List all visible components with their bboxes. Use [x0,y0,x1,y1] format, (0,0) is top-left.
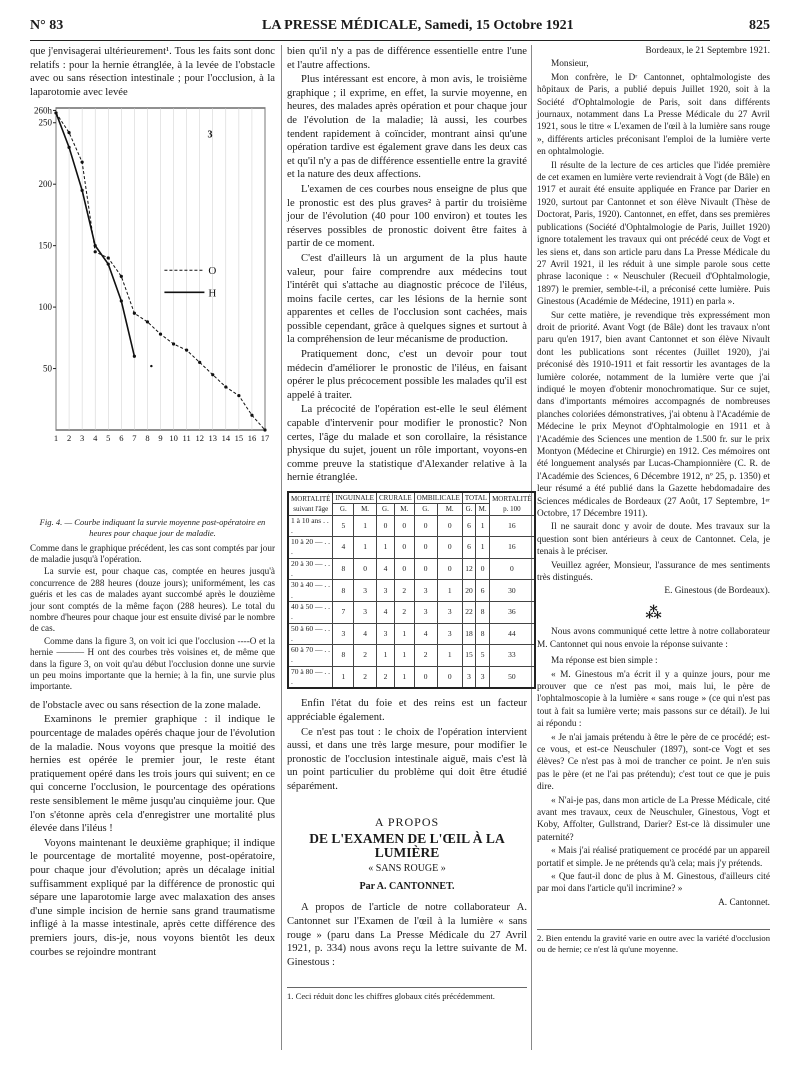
paragraph: « Que faut-il donc de plus à M. Ginestous, d'ailleurs cité par moi dans l'article qu'il incrimine? » [537,872,770,895]
article-subtitle: « SANS ROUGE » [368,863,446,875]
table-row [288,537,535,559]
figure-note: Comme dans la figure 3, on voit ici que l'occlusion ----O et la hernie ——— H ont des courbes très voisines et, de même que dans la figure 3, on voit qu'au début l'occlusion donne une survie un peu moins importante que la hernie; à la fin, une survie plus importante. [30,635,275,692]
paragraph: bien qu'il n'y a pas de différence essentielle entre l'une et l'autre affections. [287,46,527,71]
figure-note: La survie est, pour chaque cas, comptée en heures jusqu'à concurrence de 288 heures (douze jours); uniformément, les cas guéris et les cas de malades ayant succombé après le douzième jour sont comptés de la même façon (288 heures). Le total du nombre d'heures pour chaque jour est ensuite divisé par le nombre de cas. [30,566,275,634]
mortality-percent-cell: 16 [490,537,535,559]
table-cell: 1 [437,580,462,602]
header-rule [30,40,770,41]
paragraph: Pratiquement donc, c'est un devoir pour tout médecin d'améliorer le pronostic de l'iléus, en faisant opérer le plus précocement possible les malades qu'il est appelé à traiter. [287,349,527,401]
mortality-percent-cell: 0 [490,558,535,580]
table-row [288,666,535,688]
table-cell: 4 [354,623,377,645]
table-cell: 1 [354,515,377,537]
table-cell: 8 [333,645,354,667]
table-header: OMBILICALE [414,492,462,504]
table-header-row [288,492,535,504]
data-point [159,333,162,336]
legend-label-h: H [208,287,217,300]
header-label: MORTALITÉ [291,494,331,503]
data-point [120,300,123,303]
data-point [133,312,136,315]
table-row [288,558,535,580]
paragraph: Sur cette matière, je revendique très expressément mon droit de priorité. Avant Vogt (de Bâle) dont les travaux n'ont paru qu'en 1917, bien avant Cantonnet et son élève Nivault dont les publications sont récentes (Juillet 1920), j'ai préconisé dès 1910-1911 et fait ressortir les avantages de la lumière colorée, notamment de la lumière verte que j'ai indiqué le moyen d'obtenir monochromatique. Sur ce sujet, dans d'importants mémoires accompagnés de nombreuses planches coloriées démonstratives, j'ai obtenu à l'Académie de Médecine le prix Meynot d'Ophtalmologie en 1911 et à l'Académie des Sciences une mention de 1.500 fr. sur le prix Montyon (Médecine et Chirurgie) en 1912. Ces mémoires ont été longuement analysés par Lucas-Championnière (C. R. de l'Académie des Sciences, 6 Décembre 1912, nº 25, p. 1350) et leur résumé a été publié dans la Gazette hebdomadaire des Sciences médicales de Bordeaux (27 Août, 17 Septembre, 1ᵉʳ Octobre, 17 Décembre 1911). [537,310,770,520]
data-point [107,257,110,260]
x-tick-label: 6 [119,433,124,444]
mortality-percent-cell: 30 [490,580,535,602]
mortality-percent-cell: 36 [490,601,535,623]
data-point [211,373,214,376]
data-point [146,321,149,324]
table-cell: 5 [333,515,354,537]
x-tick-label: 11 [182,433,191,444]
mortality-percent-cell: 44 [490,623,535,645]
paragraph: Nous avons communiqué cette lettre à notre collaborateur M. Cantonnet qui nous envoie la réponse suivante : [537,627,770,650]
table-cell: 3 [333,623,354,645]
article-heading [287,816,527,894]
table-cell: 2 [394,601,414,623]
column-2 [287,45,532,1003]
table-row [288,601,535,623]
table-cell: 8 [333,558,354,580]
table-cell: 3 [376,580,394,602]
table-cell: 0 [394,537,414,559]
data-point [150,365,152,367]
x-tick-label: 17 [260,433,270,444]
y-tick-label: 260h [34,105,52,116]
table-body [288,515,535,688]
y-tick-label: 200 [38,179,52,190]
x-tick-label: 5 [106,433,111,444]
page-header [30,18,770,38]
figure-caption: Fig. 4. — Courbe indiquant la survie moyenne post-opératoire en heures pour chaque jour de maladie. [39,517,266,538]
paragraph: Veuillez agréer, Monsieur, l'assurance de mes sentiments très distingués. [537,560,770,584]
table-cell: 1 [394,623,414,645]
paragraph: A propos de l'article de notre collaborateur A. Cantonnet sur l'Examen de l'œil à la lumière « sans rouge » (paru dans La Presse Médicale du 27 Avril 1921, p. 334) nous avons reçu la lettre suivante de M. Ginestous : [287,902,527,968]
y-tick-label: 100 [38,302,52,313]
x-tick-label: 16 [247,433,257,444]
table-cell: 5 [476,645,490,667]
table-cell: 7 [333,601,354,623]
table-cell: 0 [414,558,437,580]
table-cell: 6 [462,515,475,537]
table-cell: 0 [354,558,377,580]
table-row [288,580,535,602]
table-cell: 0 [376,515,394,537]
x-tick-label: 7 [132,433,137,444]
x-tick-label: 1 [53,433,59,444]
table-cell: 2 [414,645,437,667]
subheader-m: M. [437,504,462,515]
data-point [67,131,70,134]
table-cell: 4 [414,623,437,645]
table-cell: 6 [462,537,475,559]
paragraph: L'examen de ces courbes nous enseigne de plus que le pronostic est des plus graves² à partir du troisième jour de l'évolution (40 pour 100 environ) et toutes les réserves possibles de pronostic doivent être faites à partir de ce moment. [287,183,527,250]
age-range-cell: 50 à 60 — . . . [288,623,333,645]
age-range-cell: 1 à 10 ans . . . [288,515,333,537]
age-range-cell: 60 à 70 — . . . [288,645,333,667]
paragraph: Il résulte de la lecture de ces articles que l'idée première de cet examen en lumière verte reviendrait à Vogt (de Bâle) en 1917 et aurait été ensuite appliquée en France par Darier en 1920, surtout par Cantonnet et son élève Nivault (Thèse de Doctorat, Paris, 1920). Cantonnet, en effet, dans ses premières publications (Société d'Ophtalmologie de Paris, Juillet 1920) ignore totalement les travaux qui ont précédé ceux de Vogt et les siens et, dans son article paru dans La Presse Médicale du 27 Avril 1921, il les réduit à une simple parole sous cette phrase laconique : « Neuschuler (Recueil d'Ophtalmologie, 1897) le premier, semble-t-il, a préconisé cette lumière. Puis Ginestous (Académie de Médecine, 1911) en parla ». [537,160,770,308]
data-point [81,189,84,192]
data-point [237,394,240,397]
journal-title: LA PRESSE MÉDICALE, Samedi, 15 Octobre 1921 [262,18,574,33]
table-cell: 0 [437,666,462,688]
table-cell: 3 [414,580,437,602]
column-1 [30,45,275,960]
mortality-percent-cell: 33 [490,645,535,667]
letter-signature: E. Ginestous (de Bordeaux). [664,586,770,597]
data-point [172,343,175,346]
section-stars: ⁂ [645,604,662,622]
age-range-cell: 30 à 40 — . . . [288,580,333,602]
letter-salutation: Monsieur, [551,59,589,70]
table-cell: 1 [333,666,354,688]
paragraph: Ma réponse est bien simple : [551,656,658,667]
table-cell: 1 [437,645,462,667]
table-cell: 0 [394,515,414,537]
table-cell: 8 [333,580,354,602]
table-cell: 1 [476,515,490,537]
table-cell: 12 [462,558,475,580]
age-range-cell: 20 à 30 — . . . [288,558,333,580]
table-row [288,645,535,667]
legend-label-o: O [208,265,217,278]
data-point [54,112,57,115]
article-title: DE L'EXAMEN DE L'ŒIL À LA LUMIÈRE [309,831,505,860]
data-point [250,414,253,417]
table-row [288,515,535,537]
x-tick-label: 15 [234,433,244,444]
table-cell: 0 [414,537,437,559]
figure-4-chart [30,100,275,515]
data-point [263,429,266,432]
table-cell: 1 [394,645,414,667]
data-point [198,361,201,364]
x-tick-label: 8 [145,433,150,444]
letter-dateline: Bordeaux, le 21 Septembre 1921. [645,46,770,56]
table-header [288,492,333,515]
paragraph: de l'obstacle avec ou sans résection de la zone malade. [30,699,261,711]
paragraph: Il ne saurait donc y avoir de doute. Mes travaux sur la question sont bien antérieurs à ceux de Cantonnet. Cela, je tenais à le préciser. [537,522,770,558]
subheader-m: M. [354,504,377,515]
mortality-table [287,491,536,689]
data-point [133,355,136,358]
column-3 [537,45,770,955]
subheader-m: M. [476,504,490,515]
table-row [288,623,535,645]
table-header: TOTAL [462,492,489,504]
table-cell: 4 [376,558,394,580]
table-cell: 6 [476,580,490,602]
data-point [185,349,188,352]
table-cell: 1 [376,537,394,559]
reply-signature: A. Cantonnet. [718,897,770,908]
paragraph: « N'ai-je pas, dans mon article de La Presse Médicale, cité avant mes travaux, ceux de Neuschuler, Ginestous, Vogt et Koby, Affolter, Gullstrand, Darier? Est-ce là dissimuler une paternité? [537,795,770,843]
table-cell: 2 [354,645,377,667]
subheader-m: M. [394,504,414,515]
x-tick-label: 10 [169,433,178,444]
page-number: 825 [749,18,770,33]
age-range-cell: 10 à 20 — . . . [288,537,333,559]
table-cell: 2 [394,580,414,602]
data-point [94,251,97,254]
footnote: 2. Bien entendu la gravité varie en outre avec la variété d'occlusion ou de hernie; ce n'est là qu'une moyenne. [537,929,770,954]
chart-annotation: 3 [207,129,213,141]
x-tick-label: 3 [80,433,85,444]
x-tick-label: 12 [195,433,204,444]
table-header: CRURALE [376,492,414,504]
table-cell: 22 [462,601,475,623]
table-cell: 0 [437,558,462,580]
y-tick-label: 250 [38,118,52,129]
table-cell: 3 [414,601,437,623]
x-tick-label: 2 [66,433,72,444]
table-cell: 3 [437,601,462,623]
paragraph: Enfin l'état du foie et des reins est un facteur appréciable également. [287,698,527,723]
table-cell: 15 [462,645,475,667]
article-byline: Par A. CANTONNET. [359,880,455,892]
paragraph: Ce n'est pas tout : le choix de l'opération intervient aussi, et dans une très large mesure, pour modifier le pronostic de l'occlusion intestinale aiguë, mais c'est là un point particulier du problème qui doit être étudié séparément. [287,726,527,792]
paragraph: « Je n'ai jamais prétendu à être le père de ce procédé; est-ce vous, et est-ce Neuschuler (1897), sont-ce Vogt et ses élèves? Ce n'est pas à moi de trancher ce point. Je n'en suis pas le père (et ne l'ai pas prétendu); c'est tout ce que je puis dire. [537,732,770,793]
subheader-g: G. [376,504,394,515]
y-tick-label: 50 [43,363,52,374]
table-cell: 20 [462,580,475,602]
data-point [120,275,123,278]
table-cell: 1 [476,537,490,559]
table-cell: 0 [437,537,462,559]
table-cell: 0 [437,515,462,537]
paragraph: La précocité de l'opération est-elle le seul élément capable d'intervenir pour modifier le pronostic? Non certes, l'âge du malade et son corollaire, la résistance physique du sujet, jouent un rôle important, voyons-en comme preuve la statistique d'Alexander relative à la hernie étranglée. [287,404,527,484]
y-tick-label: 150 [38,241,52,252]
table-cell: 2 [376,666,394,688]
header-label: suivant l'âge [293,504,329,513]
paragraph: Mon confrère, le Dʳ Cantonnet, ophtalmologiste des hôpitaux de Paris, a publié depuis Juillet 1920, soit à la Société d'Ophtalmologie de Paris, soit dans différents journaux, notamment dans La Presse Médicale du 27 Avril 1921, sous le titre « L'examen de l'œil à la lumière sans rouge », différents articles préconisant l'emploi de la lumière verte en ophtalmologie. [537,72,770,158]
heading-kicker: A PROPOS [374,814,440,829]
age-range-cell: 40 à 50 — . . . [288,601,333,623]
paragraph: que j'envisagerai ultérieurement¹. Tous les faits sont donc relatifs : pour la hernie étranglée, à la levée de l'obstacle avec ou sans résection intestinale ; pour l'occlusion, à la laparotomie avec levée [30,46,275,98]
data-point [67,146,70,149]
table-cell: 8 [476,601,490,623]
table-cell: 2 [354,666,377,688]
table-cell: 3 [476,666,490,688]
age-range-cell: 70 à 80 — . . . [288,666,333,688]
table-cell: 3 [376,623,394,645]
header-label: MORTALITÉ [492,494,532,503]
mortality-percent-cell: 16 [490,515,535,537]
paragraph: « M. Ginestous m'a écrit il y a quinze jours, pour me prouver que ce n'est pas moi, mais lui, le père de l'ophtalmoscopie à la lumière « sans rouge » (ce qui n'est pas tout à fait sa lumière verte; mais passons sur ce détail). Je lui ai répondu : [537,669,770,730]
issue-number: N° 83 [30,18,64,33]
table-cell: 4 [333,537,354,559]
mortality-percent-cell: 50 [490,666,535,688]
table-cell: 8 [476,623,490,645]
data-point [224,386,227,389]
paragraph: Voyons maintenant le deuxième graphique; il indique le pourcentage de mortalité moyenne, post-opératoire, pour chaque jour d'évolution; après un décalage initial suffisamment expliqué par la différence de pronostic qui sépare une laparotomie large avec malaxation des anses d'une simple incision de hernie sans grand traumatisme infligé à la masse intestinale, après cette différence des premiers jours, dis-je, nous voyons bientôt les deux courbes se rejoindre montrant [30,837,275,958]
table-header [490,492,535,515]
x-tick-label: 9 [158,433,163,444]
table-cell: 3 [354,601,377,623]
x-tick-label: 13 [208,433,217,444]
table-header: INGUINALE [333,492,377,504]
footnote: 1. Ceci réduit donc les chiffres globaux cités précédemment. [287,987,527,1002]
table-cell: 18 [462,623,475,645]
table-cell: 1 [376,645,394,667]
paragraph: C'est d'ailleurs là un argument de la plus haute valeur, pour faire comprendre aux médecins tout l'intérêt qui s'attache au diagnostic précoce de l'iléus, moins facile certes, car les lésions de la hernie sont apparentes et celles de l'occlusion sont cachées, mais possible cependant, grâce à quelques signes et surtout à la compréhension de leur mécanisme de production. [287,252,527,346]
table-cell: 0 [414,666,437,688]
subheader-g: G. [333,504,354,515]
data-point [107,263,110,266]
table-cell: 3 [462,666,475,688]
x-tick-label: 14 [221,433,231,444]
header-label: p. 100 [503,504,521,513]
table-cell: 3 [354,580,377,602]
table-cell: 1 [394,666,414,688]
subheader-g: G. [462,504,475,515]
table-cell: 3 [437,623,462,645]
survival-chart-svg [30,100,275,445]
paragraph: Plus intéressant est encore, à mon avis, le troisième graphique ; il exprime, en effet, la survie moyenne, en heures, des malades après opération et pour chaque jour de l'évolution de la maladie; là aussi, les courbes tendent rapidement à coïncider, montrant ainsi qu'une opération tardive est également grave dans les deux cas et qu'il n'y a pas de différence essentielle entre la gravité et la nature des deux affections. [287,74,527,181]
x-tick-label: 4 [93,433,98,444]
paragraph: « Mais j'ai réalisé pratiquement ce procédé par un appareil portatif et simple. Je ne prétends qu'à cela; mais j'y prétends. [537,846,770,869]
table-cell: 4 [376,601,394,623]
data-point [81,161,84,164]
figure-note: Comme dans le graphique précédent, les cas sont comptés par jour de maladie jusqu'à l'opération. [30,542,275,564]
table-cell: 0 [394,558,414,580]
table-cell: 0 [476,558,490,580]
subheader-g: G. [414,504,437,515]
table-cell: 1 [354,537,377,559]
column-separator [281,45,282,1050]
table-cell: 0 [414,515,437,537]
paragraph: Examinons le premier graphique : il indique le pourcentage de malades opérés chaque jour de l'évolution de la maladie. Nous voyons que presque la moitié des hernies est opérée le premier jour, le reste étant pratiquement opéré dans les trois jours qui suivent; en ce qui concerne l'occlusion, le pourcentage des opérations reste sensiblement le même jusqu'au cinquième jour. Que l'on s'étonne après cela d'enregistrer une mortalité plus élevée dans l'iléus ! [30,714,275,835]
